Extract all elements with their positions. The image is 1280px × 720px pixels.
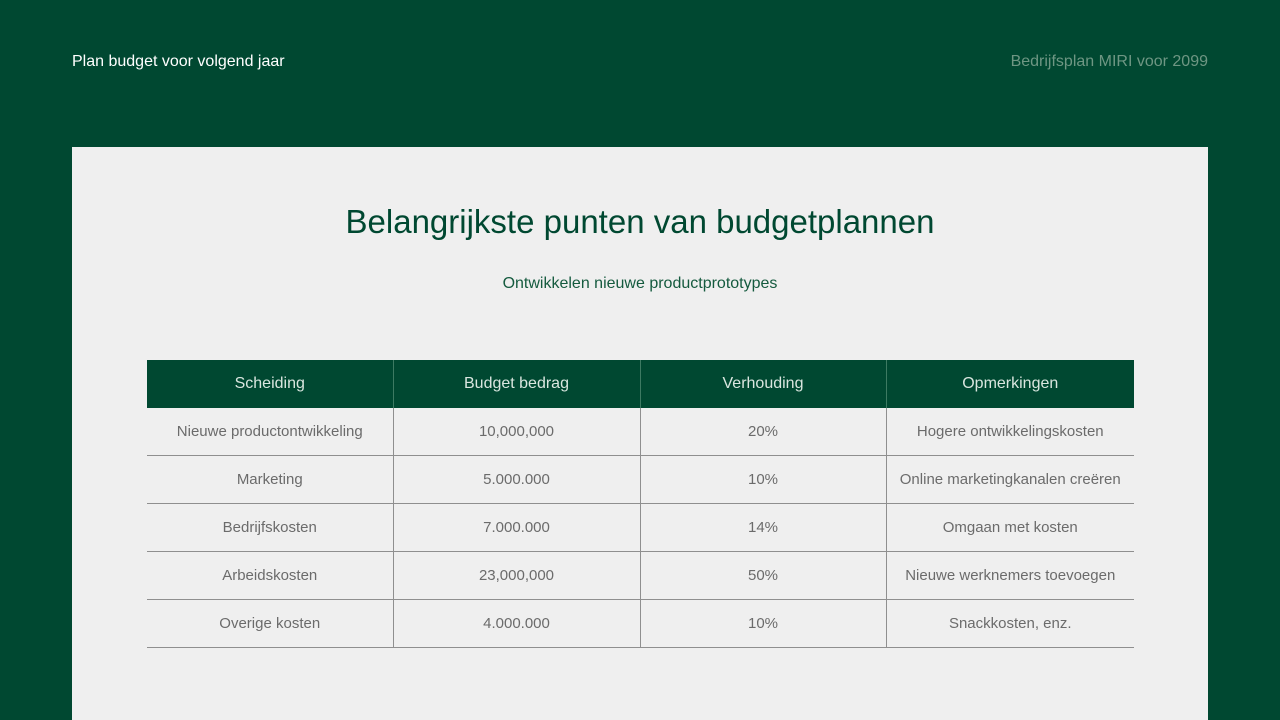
header-subtitle: Bedrijfsplan MIRI voor 2099 [1010,53,1208,70]
table-header-row [147,360,1134,408]
content-card [72,147,1208,720]
page-title: Belangrijkste punten van budgetplannen [345,203,935,240]
table-row [147,456,1134,504]
column-header-verhouding: Verhouding [640,360,886,408]
cell-scheiding: Marketing [147,456,393,504]
cell-verhouding: 50% [640,552,886,600]
column-header-opmerkingen: Opmerkingen [886,360,1134,408]
budget-table [147,360,1134,648]
cell-scheiding: Overige kosten [147,600,393,648]
cell-verhouding: 10% [640,456,886,504]
cell-budget-bedrag: 5.000.000 [393,456,640,504]
column-header-scheiding: Scheiding [147,360,393,408]
cell-verhouding: 10% [640,600,886,648]
cell-opmerkingen: Omgaan met kosten [886,504,1134,552]
cell-scheiding: Bedrijfskosten [147,504,393,552]
column-header-budget-bedrag: Budget bedrag [393,360,640,408]
cell-budget-bedrag: 23,000,000 [393,552,640,600]
cell-opmerkingen: Hogere ontwikkelingskosten [886,408,1134,456]
cell-verhouding: 20% [640,408,886,456]
cell-opmerkingen: Snackkosten, enz. [886,600,1134,648]
page-subtitle: Ontwikkelen nieuwe productprototypes [502,275,778,292]
cell-opmerkingen: Nieuwe werknemers toevoegen [886,552,1134,600]
table-row [147,552,1134,600]
cell-scheiding: Nieuwe productontwikkeling [147,408,393,456]
cell-verhouding: 14% [640,504,886,552]
cell-budget-bedrag: 4.000.000 [393,600,640,648]
table-row [147,408,1134,456]
table-row [147,504,1134,552]
cell-opmerkingen: Online marketingkanalen creëren [886,456,1134,504]
cell-scheiding: Arbeidskosten [147,552,393,600]
header-title: Plan budget voor volgend jaar [72,53,285,70]
cell-budget-bedrag: 7.000.000 [393,504,640,552]
cell-budget-bedrag: 10,000,000 [393,408,640,456]
table-row [147,600,1134,648]
